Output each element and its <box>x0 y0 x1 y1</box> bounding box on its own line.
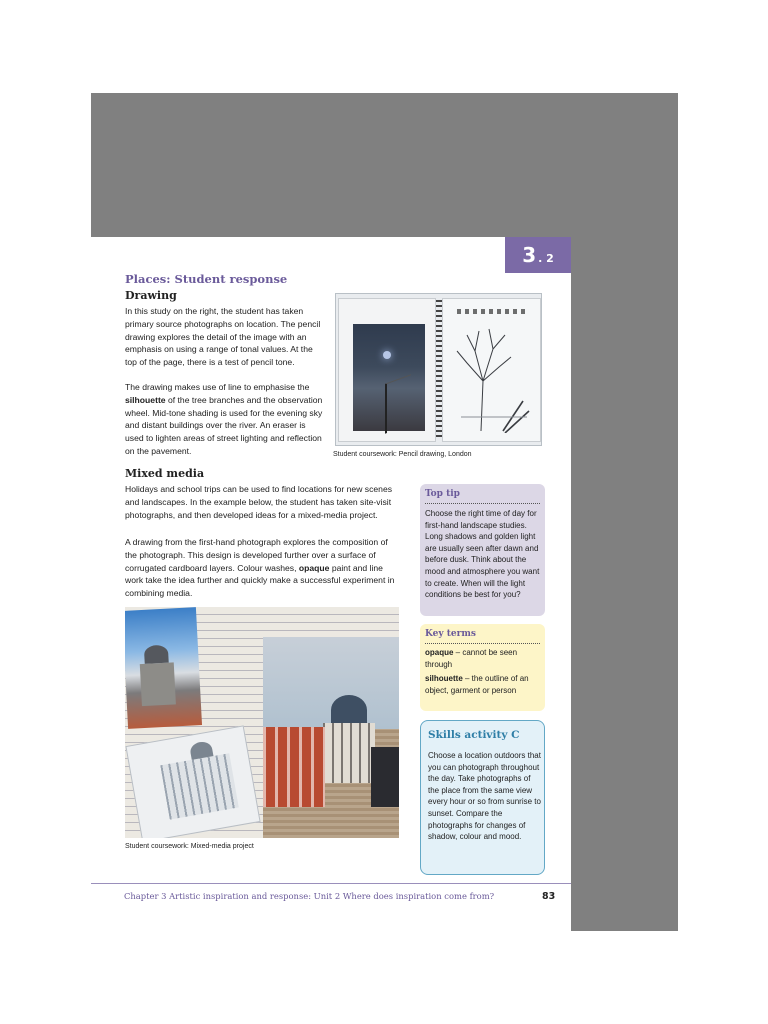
page-title: Places: Student response <box>125 272 288 286</box>
cardboard-painting <box>263 637 399 838</box>
mixed-media-paragraph-1: Holidays and school trips can be used to find locations for new scenes and landscapes. In the example below, the student has taken site-visit photographs, and then developed ideas for a mixed-media project. <box>125 484 393 520</box>
running-footer: Chapter 3 Artistic inspiration and response: Unit 2 Where does inspiration come from? <box>124 891 495 901</box>
mixed-media-heading: Mixed media <box>125 467 205 480</box>
building-sketch <box>125 725 260 838</box>
drawing-caption: Student coursework: Pencil drawing, London <box>333 451 472 458</box>
skills-activity-title: Skills activity C <box>428 729 520 741</box>
key-term-entry: opaque – cannot be seen through <box>425 648 518 669</box>
mixed-media-paragraph-2: A drawing from the first-hand photograph explores the composition of the photograph. This design is developed further over a surface of corrugated cardboard layers. Colour washes, opaque paint and line work take the idea further and quickly make a successful experiment in combining media. <box>125 537 395 599</box>
pencil-drawing-image <box>335 293 542 446</box>
key-terms-box <box>420 624 545 711</box>
section-badge <box>505 237 571 273</box>
mixed-media-caption: Student coursework: Mixed-media project <box>125 843 254 850</box>
term-opaque: opaque <box>298 562 330 573</box>
section-minor: . 2 <box>538 251 554 265</box>
section-major: 3 <box>522 243 537 267</box>
drawing-heading: Drawing <box>125 289 177 302</box>
top-tip-body: Choose the right time of day for first-hand landscape studies. Long shadows and golden light are usually seen after dawn and before dusk. Think about the mood and atmosphere you want to create. When will the light conditions be best for you? <box>425 509 540 600</box>
page-number: 83 <box>542 891 556 902</box>
site-photograph <box>125 607 202 729</box>
footer-divider <box>91 883 571 884</box>
skills-activity-box <box>420 720 545 875</box>
tree-drawing <box>453 321 531 433</box>
key-term-entry: silhouette – the outline of an object, garment or person <box>425 674 529 695</box>
top-tip-box <box>420 484 545 616</box>
drawing-paragraph-1: In this study on the right, the student has taken primary source photographs on location. The pencil drawing explores the detail of the image with an emphasis on using a range of tonal values. At the top of the page, there is a test of pencil tone. <box>125 306 321 368</box>
drawing-paragraph-2: The drawing makes use of line to emphasise the silhouette of the tree branches and the observation wheel. Mid-tone shading is used for the evening sky and distant buildings over the river. An eraser is used to lighten areas of street lighting and reflection on the pavement. <box>125 382 323 456</box>
term-silhouette: silhouette <box>125 394 166 405</box>
tone-test-strip <box>457 309 529 314</box>
skills-activity-body: Choose a location outdoors that you can photograph throughout the day. Take photographs of the place from the same view every hour or so from sunrise to sunset. Compare the photographs for changes of shadow, colour and mood. <box>428 751 541 842</box>
mixed-media-image <box>125 607 399 838</box>
key-terms-title: Key terms <box>425 629 476 639</box>
top-tip-title: Top tip <box>425 489 460 499</box>
